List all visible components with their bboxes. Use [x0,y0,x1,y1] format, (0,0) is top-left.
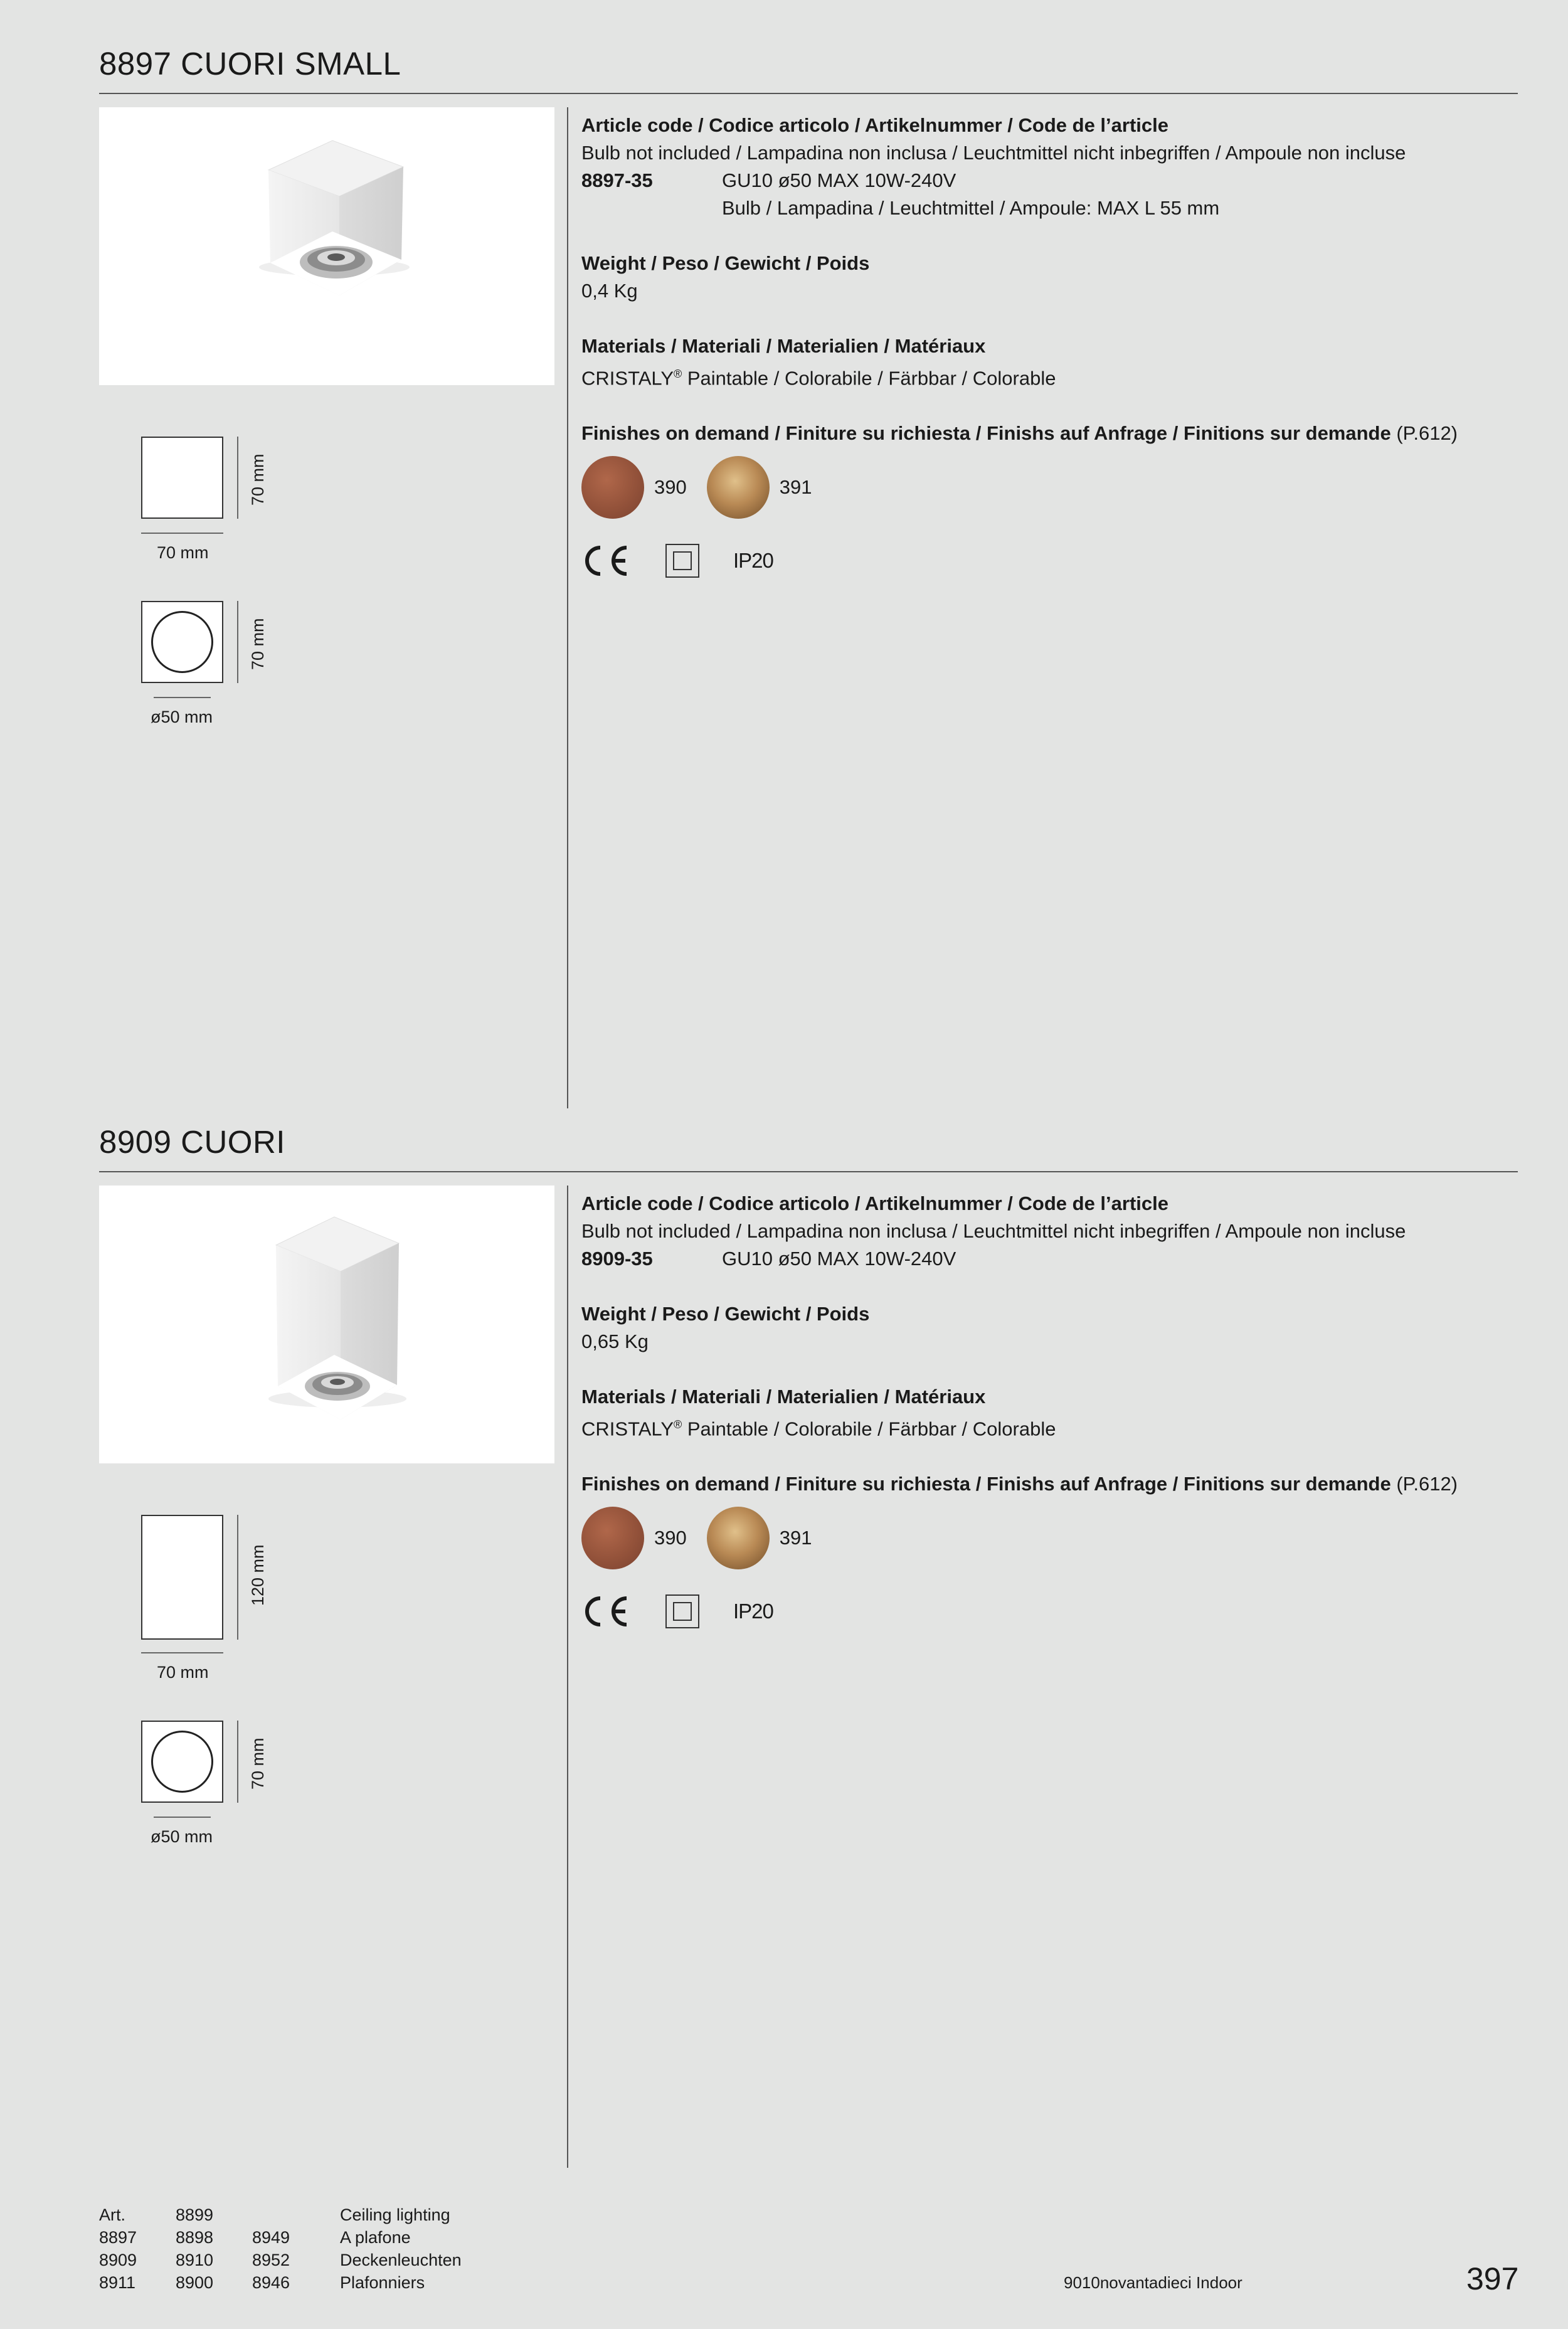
height-dimension-line [237,437,238,519]
finish-code-390: 390 [654,1527,687,1549]
bulb-spec-row [581,194,1458,222]
finishes-label: Finishes on demand / Finiture su richiesta / Finishs auf Anfrage / Finitions sur demande [581,422,1391,445]
finishes-page-ref: (P.612) [1391,1473,1458,1495]
material-description: Paintable / Colorabile / Färbbar / Colorable [682,1418,1056,1440]
certifications [581,1594,1458,1628]
footer-cell: 8952 [252,2251,290,2269]
materials-label: Materials / Materiali / Materialien / Matériaux [581,1386,986,1408]
footer-cell: 8911 [99,2273,136,2292]
footer-cell: 8897 [99,2228,137,2247]
footer-row [99,2204,503,2226]
ceiling-lamp-image [99,107,554,385]
column-divider [567,107,568,1108]
brand-line: 9010novantadieci Indoor [1064,2273,1242,2292]
footer-index [99,2204,503,2294]
width-dimension: 70 mm [157,543,209,562]
height-dimension-2: 70 mm [248,1737,267,1790]
bulb-note: Bulb not included / Lampadina non inclusa / Leuchtmittel nicht inbegriffen / Ampoule non incluse [581,1220,1406,1242]
page-number: 397 [1466,2261,1519,2296]
weight-label: Weight / Peso / Gewicht / Poids [581,1303,870,1325]
bulb-spec: GU10 ø50 MAX 10W-240V [722,169,956,191]
finish-swatch-390 [581,456,644,519]
footer-cell [252,2204,340,2226]
diameter-dimension-line [154,1817,211,1818]
materials-value [581,1411,1458,1443]
title-divider [99,1171,1518,1172]
registered-mark: ® [674,368,682,380]
product-photo [99,1186,554,1463]
finishes-swatches [581,456,1458,519]
double-insulation-icon [665,544,699,578]
product-photo [99,107,554,385]
finish-swatch-391 [707,1507,770,1569]
certifications [581,544,1458,578]
product-title: 8909 CUORI [99,1124,285,1160]
article-code-label: Article code / Codice articolo / Artikelnummer / Code de l’article [581,1192,1168,1214]
height-dimension: 120 mm [248,1544,267,1606]
diameter-dimension-line [154,697,211,698]
footer-row [99,2249,503,2271]
finishes-label: Finishes on demand / Finiture su richiesta / Finishs auf Anfrage / Finitions sur demande [581,1473,1391,1495]
double-insulation-icon [665,1594,699,1628]
finish-code-391: 391 [779,1527,812,1549]
side-view-outline [141,1515,223,1640]
footer-cell: 8909 [99,2251,137,2269]
material-brand: CRISTALY [581,367,674,390]
weight-value: 0,65 Kg [581,1330,649,1352]
footer-cell: 8949 [252,2228,290,2247]
article-code-row [581,167,1458,194]
weight-label: Weight / Peso / Gewicht / Poids [581,252,870,274]
footer-category: Deckenleuchten [340,2251,462,2269]
ce-mark-icon [581,1594,629,1628]
article-code: 8909-35 [581,1248,653,1270]
height-dimension-line-2 [237,601,238,683]
materials-label: Materials / Materiali / Materialien / Matériaux [581,335,986,357]
product-title: 8897 CUORI SMALL [99,46,401,82]
bulb-note: Bulb not included / Lampadina non inclusa / Leuchtmittel nicht inbegriffen / Ampoule non incluse [581,142,1406,164]
side-view-outline [141,437,223,519]
title-divider [99,93,1518,94]
finishes-heading [581,1470,1458,1498]
article-code: 8897-35 [581,169,653,191]
width-dimension-line [141,533,223,534]
diameter-dimension: ø50 mm [151,708,213,726]
light-aperture-circle [151,611,213,673]
article-code-label: Article code / Codice articolo / Artikelnummer / Code de l’article [581,114,1168,136]
ce-mark-icon [581,544,629,578]
height-dimension-2: 70 mm [248,618,267,670]
width-dimension-line [141,1652,223,1653]
materials-value [581,360,1458,392]
ceiling-lamp-image [99,1186,554,1463]
footer-cell: 8910 [176,2251,214,2269]
light-aperture-circle [151,1731,213,1793]
finishes-swatches [581,1507,1458,1569]
footer-row [99,2226,503,2249]
material-brand: CRISTALY [581,1418,674,1440]
footer-category: Ceiling lighting [340,2205,450,2224]
footer-cell: Art. [99,2205,126,2224]
bulb-spec: GU10 ø50 MAX 10W-240V [722,1248,956,1270]
height-dimension: 70 mm [248,454,267,506]
material-description: Paintable / Colorabile / Färbbar / Colorable [682,367,1056,390]
ip-rating: IP20 [733,549,773,573]
column-divider [567,1186,568,2168]
width-dimension: 70 mm [157,1663,209,1682]
finish-swatch-391 [707,456,770,519]
bulb-size-spec: Bulb / Lampadina / Leuchtmittel / Ampoule: MAX L 55 mm [722,197,1220,219]
finish-code-390: 390 [654,476,687,499]
footer-cell: 8900 [176,2273,214,2292]
finishes-page-ref: (P.612) [1391,422,1458,445]
height-dimension-line-2 [237,1721,238,1803]
diameter-dimension: ø50 mm [151,1827,213,1846]
footer-cell: 8899 [176,2205,214,2224]
specifications [581,112,1458,578]
ip-rating: IP20 [733,1600,773,1623]
weight-value: 0,4 Kg [581,280,638,302]
finish-swatch-390 [581,1507,644,1569]
finish-code-391: 391 [779,476,812,499]
registered-mark: ® [674,1418,682,1431]
footer-category: Plafonniers [340,2273,425,2292]
specifications [581,1190,1458,1628]
article-code-row [581,1245,1458,1273]
footer-row [99,2271,503,2294]
footer-cell: 8946 [252,2273,290,2292]
footer-cell: 8898 [176,2228,214,2247]
height-dimension-line [237,1515,238,1640]
finishes-heading [581,420,1458,447]
footer-category: A plafone [340,2228,411,2247]
